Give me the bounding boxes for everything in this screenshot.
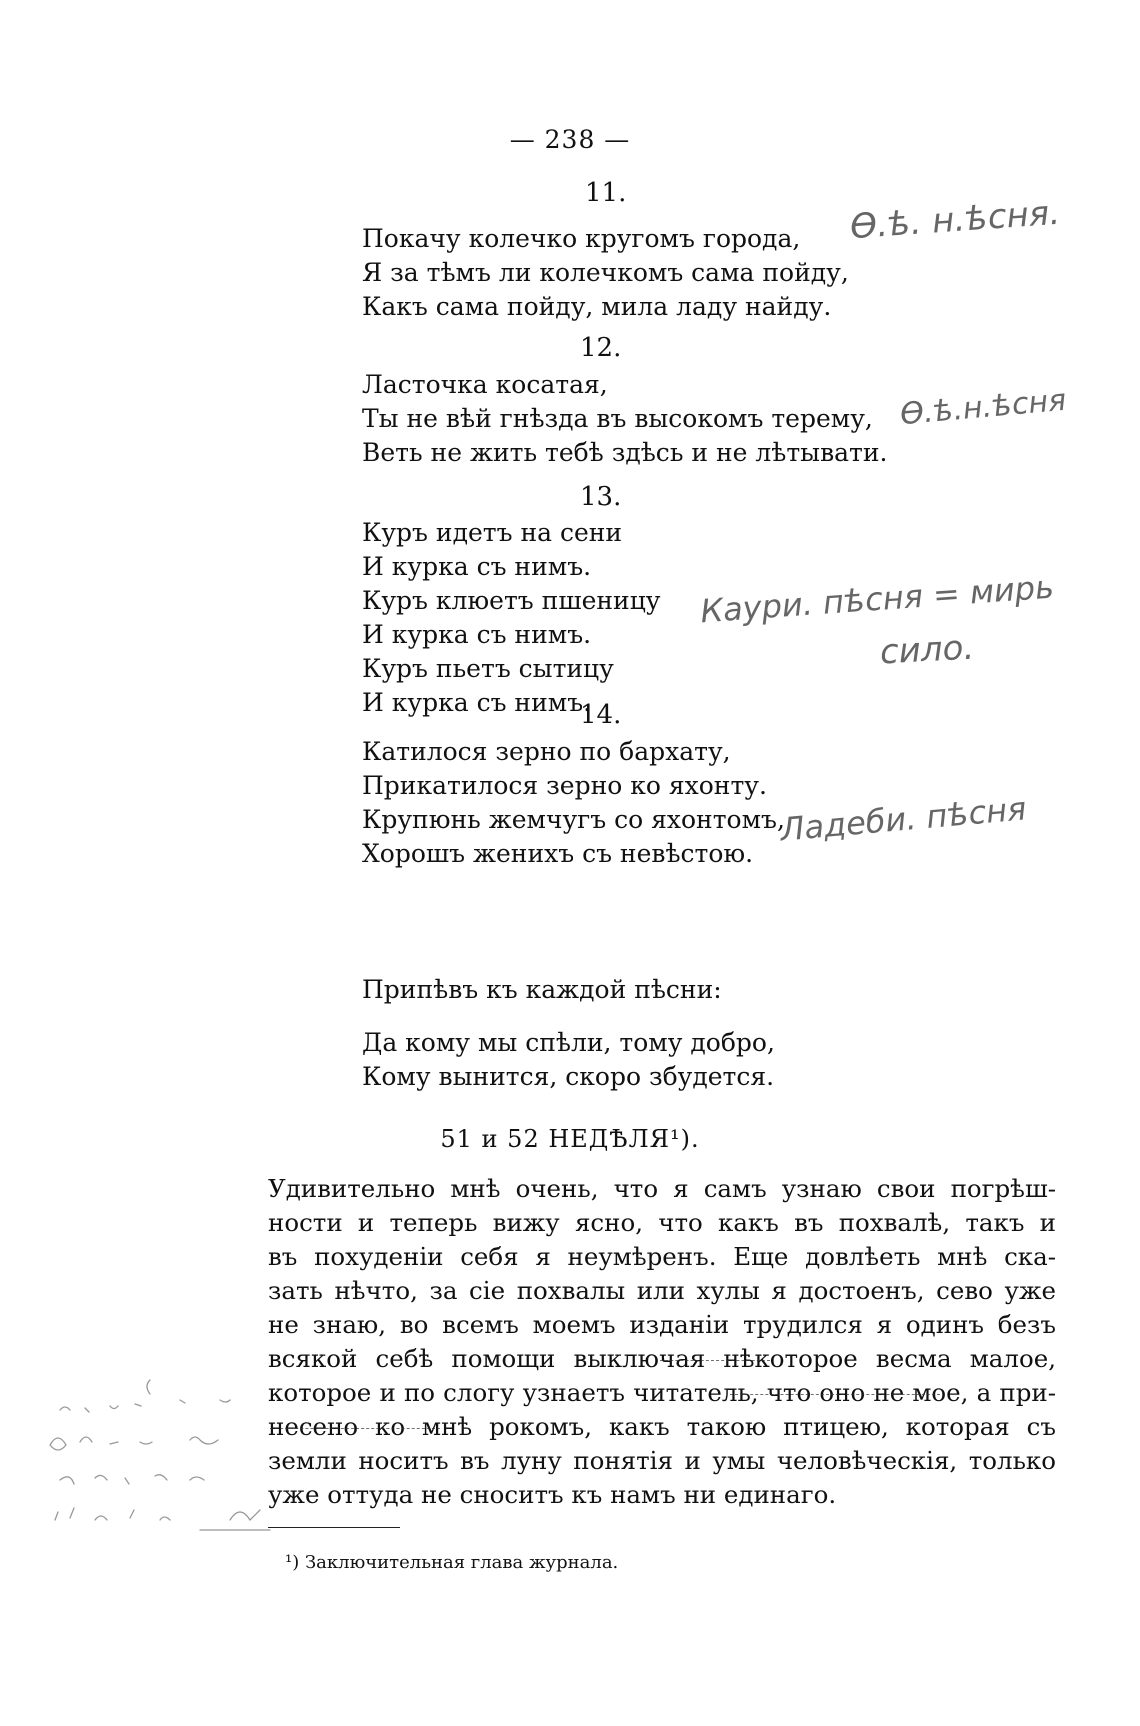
verse-line: Я за тѣмъ ли колечкомъ сама пойду,	[362, 258, 849, 287]
song-number: 14.	[580, 700, 622, 730]
song-number: 11.	[585, 178, 627, 208]
verse-line: Веть не жить тебѣ здѣсь и не лѣтывати.	[362, 438, 888, 467]
verse-line: Катилося зерно по бархату,	[362, 737, 731, 766]
verse-line: И курка съ нимъ.	[362, 688, 592, 717]
verse-line: Покачу колечко кругомъ города,	[362, 224, 801, 253]
footnote-rule	[268, 1527, 400, 1528]
song-verse	[362, 735, 785, 871]
song-number: 13.	[580, 482, 622, 512]
handwritten-note: Ладеби. пѣсня	[778, 789, 1028, 849]
refrain-verse	[362, 1026, 775, 1094]
verse-line: Хорошъ женихъ съ невѣстою.	[362, 839, 754, 868]
handwritten-note: Ѳ.ѣ.н.ѣсня	[898, 382, 1068, 433]
verse-line: Куръ клюетъ пшеницу	[362, 586, 661, 615]
verse-line: Какъ сама пойду, мила ладу найду.	[362, 292, 832, 321]
handwritten-note: сило.	[879, 627, 976, 673]
footnote: ¹) Заключительная глава журнала.	[285, 1552, 619, 1573]
prose-line: уже оттуда не сноситъ къ намъ ни единаго.	[268, 1480, 837, 1509]
prose-paragraph	[268, 1172, 1056, 1512]
verse-line: Кому вынится, скоро збудется.	[362, 1062, 775, 1091]
verse-line: И курка съ нимъ.	[362, 620, 592, 649]
verse-line: Куръ идетъ на сени	[362, 518, 623, 547]
pencil-underline	[730, 1394, 940, 1395]
song-verse	[362, 368, 888, 470]
song-verse	[362, 516, 660, 720]
song-number: 12.	[580, 333, 622, 363]
prose-line: въ похуденіи себя я неумѣренъ. Еще довлѣеть мнѣ ска-	[268, 1242, 1056, 1271]
song-verse	[362, 222, 849, 324]
prose-line: зать нѣчто, за сіе похвалы или хулы я достоенъ, сево уже	[268, 1276, 1056, 1305]
verse-line: Прикатилося зерно ко яхонту.	[362, 771, 767, 800]
verse-line: Куръ пьетъ сытицу	[362, 654, 614, 683]
verse-line: Ты не вѣй гнѣзда въ высокомъ терему,	[362, 404, 873, 433]
section-title: 51 и 52 НЕДѢЛЯ¹).	[440, 1125, 700, 1153]
pencil-underline	[270, 1428, 440, 1429]
prose-line: земли носитъ въ луну понятія и умы человѣческія, только	[268, 1446, 1056, 1475]
pencil-underline	[660, 1360, 770, 1361]
handwritten-note: Ѳ.ѣ. н.ѣсня.	[848, 192, 1062, 248]
prose-line: которое и по слогу узнаетъ читатель, что оно не мое, а при-	[268, 1378, 1056, 1407]
handwritten-note: Каури. пѣсня = мирь	[699, 567, 1056, 631]
verse-line: И курка съ нимъ.	[362, 552, 592, 581]
prose-line: ности и теперь вижу ясно, что какъ въ похвалѣ, такъ и	[268, 1208, 1056, 1237]
verse-line: Крупюнь жемчугъ со яхонтомъ,	[362, 805, 785, 834]
prose-line: Удивительно мнѣ очень, что я самъ узнаю свои погрѣш-	[268, 1174, 1056, 1203]
prose-line: несено ко мнѣ рокомъ, какъ такою птицею, которая съ	[268, 1412, 1056, 1441]
refrain-title: Припѣвъ къ каждой пѣсни:	[362, 975, 722, 1004]
prose-line: всякой себѣ помощи выключая нѣкоторое весма малое,	[268, 1344, 1056, 1373]
prose-line: не знаю, во всемъ моемъ изданіи трудился я одинъ безъ	[268, 1310, 1056, 1339]
verse-line: Да кому мы спѣли, тому добро,	[362, 1028, 775, 1057]
verse-line: Ласточка косатая,	[362, 370, 608, 399]
page-number: — 238 —	[509, 125, 631, 154]
margin-scribbles-icon	[40, 1370, 280, 1540]
